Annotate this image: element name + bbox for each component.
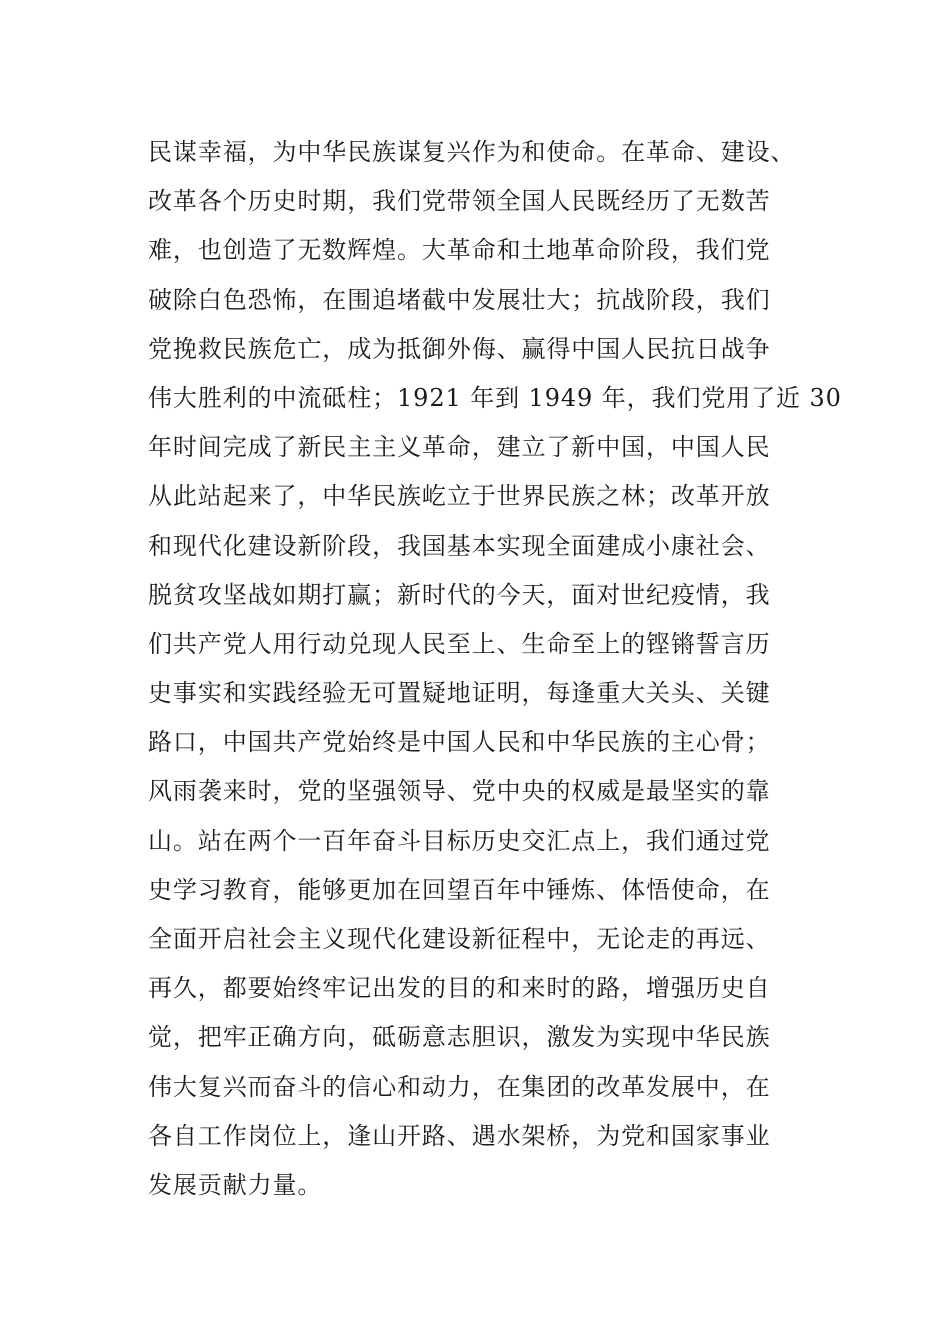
text-line: 路口，中国共产党始终是中国人民和中华民族的主心骨； — [148, 728, 771, 757]
text-line: 脱贫攻坚战如期打赢；新时代的今天，面对世纪疫情，我 — [148, 580, 771, 609]
text-line: 民谋幸福，为中华民族谋复兴作为和使命。在革命、建设、 — [148, 138, 796, 166]
text-line: 再久，都要始终牢记出发的目的和来时的路，增强历史自 — [148, 974, 771, 1003]
text-line: 从此站起来了，中华民族屹立于世界民族之林；改革开放 — [148, 482, 771, 511]
text-line: 伟大胜利的中流砥柱；1921 年到 1949 年，我们党用了近 30 — [148, 383, 842, 412]
text-line: 伟大复兴而奋斗的信心和动力，在集团的改革发展中，在 — [148, 1072, 771, 1101]
text-line: 觉，把牢正确方向，砥砺意志胆识，激发为实现中华民族 — [148, 1023, 771, 1052]
text-line: 改革各个历史时期，我们党带领全国人民既经历了无数苦 — [148, 187, 771, 216]
text-line: 和现代化建设新阶段，我国基本实现全面建成小康社会、 — [148, 531, 771, 560]
text-line: 党挽救民族危亡，成为抵御外侮、赢得中国人民抗日战争 — [148, 334, 771, 363]
text-line: 难，也创造了无数辉煌。大革命和土地革命阶段，我们党 — [148, 236, 771, 265]
text-line: 发展贡献力量。 — [148, 1170, 323, 1199]
text-line: 全面开启社会主义现代化建设新征程中，无论走的再远、 — [148, 925, 771, 953]
text-line: 山。站在两个一百年奋斗目标历史交汇点上，我们通过党 — [148, 826, 771, 855]
text-line: 风雨袭来时，党的坚强领导、党中央的权威是最坚实的靠 — [148, 777, 771, 806]
text-line: 史事实和实践经验无可置疑地证明，每逢重大关头、关键 — [148, 679, 771, 708]
text-line: 们共产党人用行动兑现人民至上、生命至上的铿锵誓言历 — [148, 629, 771, 658]
body-paragraph — [148, 128, 842, 1210]
text-line: 史学习教育，能够更加在回望百年中锤炼、体悟使命，在 — [148, 875, 771, 904]
text-line: 各自工作岗位上，逢山开路、遇水架桥，为党和国家事业 — [148, 1121, 771, 1150]
text-line: 年时间完成了新民主主义革命，建立了新中国，中国人民 — [148, 433, 771, 462]
text-line: 破除白色恐怖，在围追堵截中发展壮大；抗战阶段，我们 — [148, 285, 771, 314]
